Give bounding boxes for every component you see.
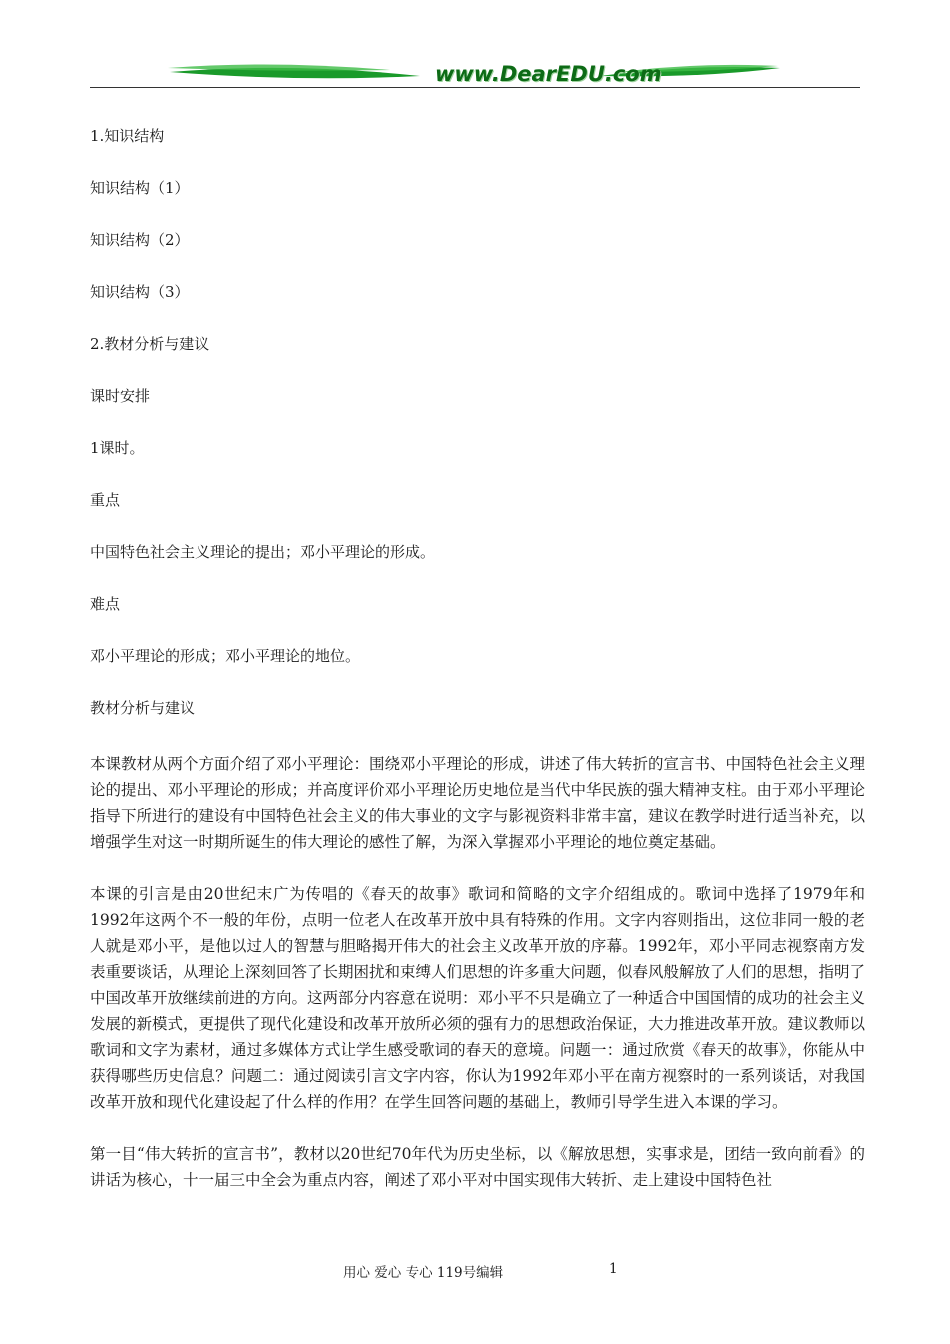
subheading: 教材分析与建议 [90, 699, 196, 717]
knowledge-structure-item: 知识结构（2） [90, 231, 190, 249]
body-paragraph: 本课教材从两个方面介绍了邓小平理论：围绕邓小平理论的形成，讲述了伟大转折的宣言书、中国特色社会主义理论的提出、邓小平理论的形成；并高度评价邓小平理论历史地位是当代中华民族的强大精神支柱。由于邓小平理论指导下所进行的建设有中国特色社会主义的伟大事业的文字与影视资料非常丰富，建议在教学时进行适当补充，以增强学生对这一时期所诞生的伟大理论的感性了解，为深入掌握邓小平理论的地位奠定基础。 [90, 755, 866, 851]
body-paragraph: 本课的引言是由20世纪末广为传唱的《春天的故事》歌词和简略的文字介绍组成的。歌词中选择了1979年和1992年这两个不一般的年份，点明一位老人在改革开放中具有特殊的作用。文字内容则指出，这位非同一般的老人就是邓小平，是他以过人的智慧与胆略揭开伟大的社会主义改革开放的序幕。1992年，邓小平同志视察南方发表重要谈话，从理论上深刻回答了长期困扰和束缚人们思想的许多重大问题，似春风般解放了人们的思想，指明了中国改革开放继续前进的方向。这两部分内容意在说明：邓小平不只是确立了一种适合中国国情的成功的社会主义发展的新模式，更提供了现代化建设和改革开放所必须的强有力的思想政治保证，大力推进改革开放。建议教师以歌词和文字为素材，通过多媒体方式让学生感受歌词的春天的意境。问题一：通过欣赏《春天的故事》，你能从中获得哪些历史信息？问题二：通过阅读引言文字内容，你认为1992年邓小平在南方视察时的一系列谈话，对我国改革开放和现代化建设起了什么样的作用？在学生回答问题的基础上，教师引导学生进入本课的学习。 [90, 885, 866, 1111]
section-heading: 2.教材分析与建议 [90, 335, 210, 353]
subheading: 重点 [90, 491, 121, 509]
document-body [90, 127, 865, 1205]
header-divider [90, 87, 860, 88]
body-paragraph: 第一目“伟大转折的宣言书”，教材以20世纪70年代为历史坐标，以《解放思想，实事求是，团结一致向前看》的讲话为核心，十一届三中全会为重点内容，阐述了邓小平对中国实现伟大转折、走上建设中国特色社 [90, 1145, 865, 1189]
text-line: 1课时。 [90, 439, 145, 457]
text-line: 邓小平理论的形成；邓小平理论的地位。 [90, 647, 361, 665]
subheading: 难点 [90, 595, 121, 613]
knowledge-structure-item: 知识结构（1） [90, 179, 190, 197]
section-heading: 1.知识结构 [90, 127, 165, 145]
text-line: 中国特色社会主义理论的提出；邓小平理论的形成。 [90, 543, 436, 561]
footer-text: 用心 爱心 专心 119号编辑 [343, 1265, 504, 1281]
subheading: 课时安排 [90, 387, 151, 405]
site-logo-text: www.DearEDU.com [435, 62, 662, 86]
page-number: 1 [609, 1261, 618, 1277]
knowledge-structure-item: 知识结构（3） [90, 283, 190, 301]
